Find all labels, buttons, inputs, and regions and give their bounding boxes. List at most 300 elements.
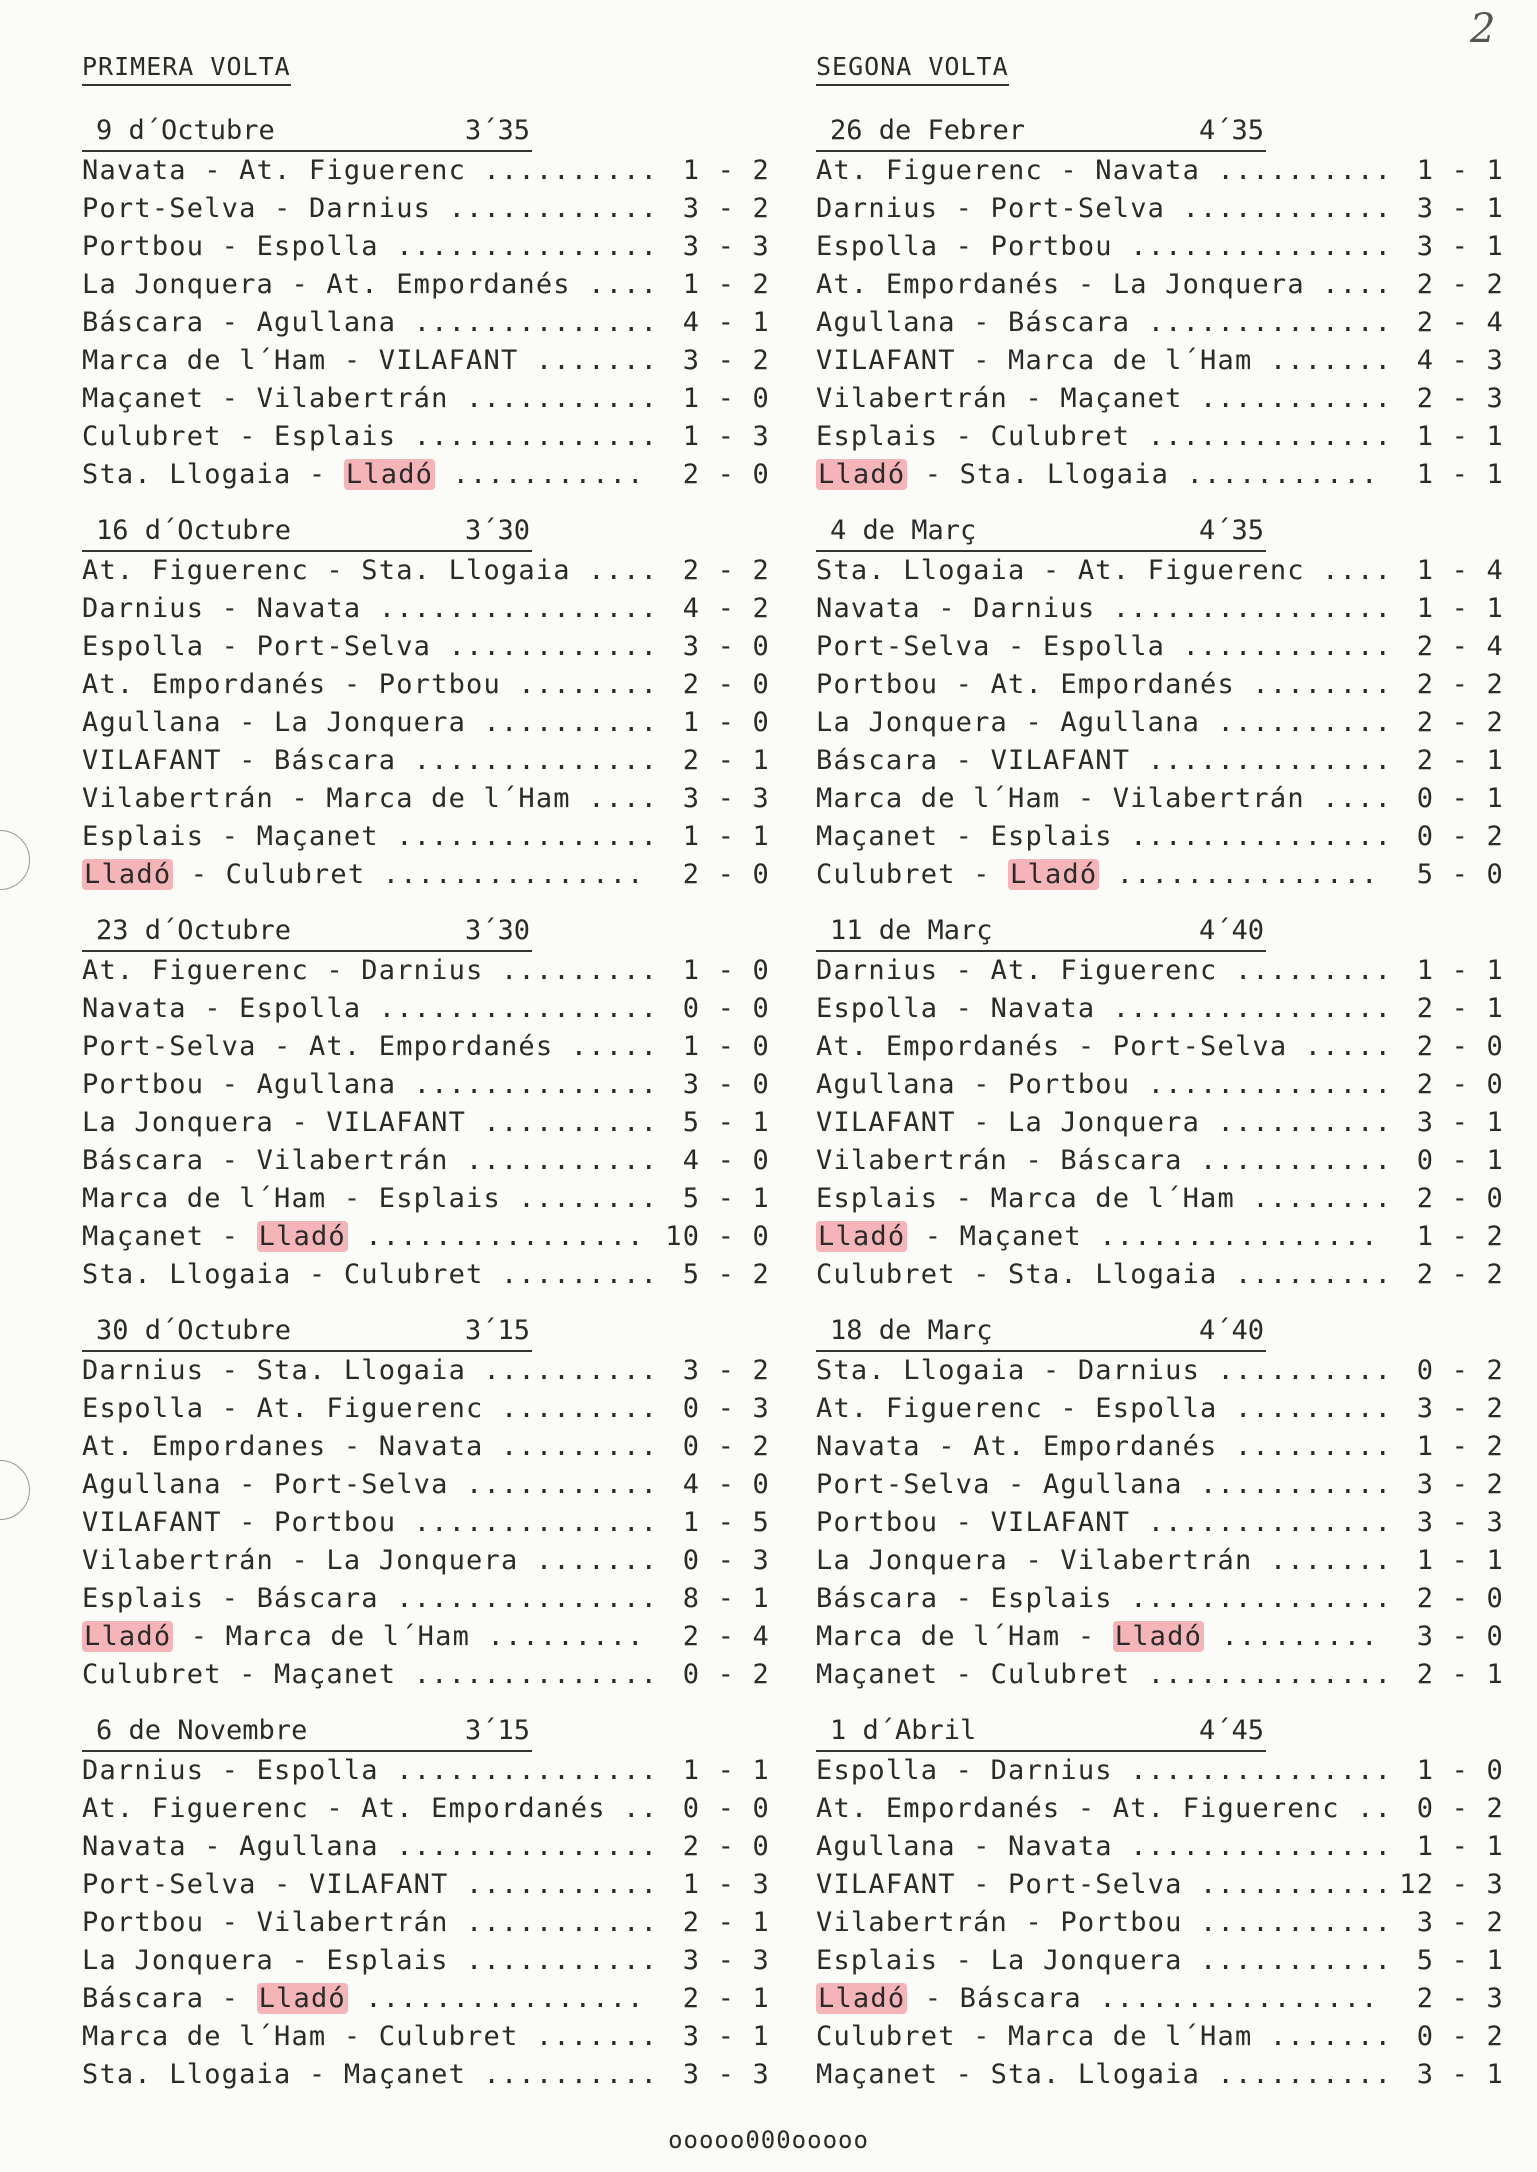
leader-dots: .............. [1130,307,1393,338]
leader-dots: .......... [1200,707,1393,738]
match-teams [816,1218,1379,1256]
match-score: 1 - 1 [1416,1545,1504,1576]
team-separator: - [204,593,257,624]
round-time: 3´15 [464,1315,530,1346]
match-teams [82,304,658,342]
match-score: 0 - 0 [682,993,770,1024]
leader-dots: ........... [1182,1469,1393,1500]
team-separator: - [221,421,275,452]
match-score: 4 - 3 [1416,345,1504,376]
match-row [806,1428,1506,1466]
match-row [72,818,772,856]
home-team: Navata [816,1431,921,1462]
match-row [806,1656,1506,1694]
match-score: 12 - 3 [1399,1869,1504,1900]
team-separator: - [955,1107,1009,1138]
match-row [806,552,1506,590]
leader-dots: ......... [1217,955,1393,986]
match-teams [82,1866,658,1904]
match-score: 0 - 1 [1416,1145,1504,1176]
match-row [72,780,772,818]
home-team: La Jonquera [816,1545,1009,1576]
match-teams [816,418,1392,456]
away-team: Culubret [225,859,366,890]
away-team: Portbou [1008,1069,1131,1100]
match-row [72,1618,772,1656]
match-teams [816,1256,1392,1294]
team-separator: - [308,955,362,986]
home-team: Báscara [816,1583,939,1614]
match-teams [816,380,1392,418]
leader-dots: ..... [1287,1031,1393,1062]
team-separator: - [955,1069,1009,1100]
home-team: At. Empordanes [82,1431,327,1462]
away-team: La Jonquera [1008,1107,1201,1138]
leader-dots: .............. [396,1507,659,1538]
match-teams [82,1066,658,1104]
round-header [816,912,1266,952]
home-team: At. Empordanés [816,1793,1061,1824]
match-teams [816,1580,1392,1618]
match-score: 5 - 2 [682,1259,770,1290]
away-team: Port-Selva [274,1469,449,1500]
match-teams [816,1752,1392,1790]
home-team: Báscara [82,1983,205,2014]
home-team: Sta. Llogaia [82,459,292,490]
home-team: Esplais [82,821,205,852]
leader-dots: ........ [500,1183,659,1214]
away-team: VILAFANT [308,1869,449,1900]
match-score: 2 - 3 [1416,383,1504,414]
match-row [806,228,1506,266]
round-header [82,512,532,552]
away-team: Espolla [1095,1393,1218,1424]
match-score: 1 - 3 [682,421,770,452]
round-block [806,912,1506,1294]
leader-dots: ........... [448,1945,659,1976]
away-team: At. Empordanés [361,1793,606,1824]
match-score: 3 - 2 [682,193,770,224]
match-teams [816,1142,1392,1180]
match-score: 1 - 2 [1416,1221,1504,1252]
leader-dots: ......... [1217,1431,1393,1462]
away-team: Sta. Llogaia [959,459,1170,490]
match-teams [816,152,1392,190]
leader-dots: .......... [1200,1107,1393,1138]
away-team: Navata [256,593,362,624]
leader-dots: ................ [347,1983,645,2014]
match-row [806,456,1506,494]
match-teams [816,1866,1392,1904]
team-separator: - [204,1907,257,1938]
home-team: Lladó [818,459,906,490]
leader-dots: ....... [1252,345,1393,376]
match-teams [816,2018,1392,2056]
match-row [72,1656,772,1694]
team-separator: - [1008,1545,1061,1576]
match-teams [816,552,1392,590]
match-score: 0 - 3 [682,1545,770,1576]
team-separator: - [204,1221,257,1252]
team-separator: - [1008,1145,1061,1176]
team-separator: - [955,1831,1009,1862]
match-teams [82,1104,658,1142]
team-separator: - [186,993,240,1024]
match-row [806,666,1506,704]
home-team: Culubret [82,421,222,452]
away-team: Navata [990,993,1096,1024]
match-row [806,1580,1506,1618]
home-team: La Jonquera [82,269,275,300]
away-team: Espolla [1042,631,1166,662]
leader-dots: ............ [431,193,659,224]
home-team: Báscara [82,1145,205,1176]
match-teams [82,590,658,628]
match-teams [82,780,658,818]
leader-dots: ............... [378,1831,659,1862]
match-score: 2 - 0 [682,1831,770,1862]
home-team: Espolla [82,631,205,662]
leader-dots: ........... [1182,1907,1393,1938]
match-score: 2 - 0 [682,669,770,700]
team-separator: - [256,193,309,224]
away-team: Báscara [1008,307,1131,338]
away-team: At. Empordanés [308,1031,554,1062]
match-score: 1 - 0 [682,707,770,738]
match-row [806,266,1506,304]
away-team: Espolla [239,993,362,1024]
match-teams [816,990,1392,1028]
leader-dots: .. [1339,1793,1393,1824]
match-row [72,456,772,494]
leader-dots: .......... [1200,2059,1393,2090]
away-team: Portbou [1060,1907,1183,1938]
match-teams [82,342,658,380]
match-score: 3 - 3 [682,783,770,814]
away-team: Maçanet [1060,383,1183,414]
home-team: Sta. Llogaia [816,1355,1026,1386]
match-row [72,666,772,704]
away-team: Marca de l´Ham [990,1183,1235,1214]
team-separator: - [938,745,991,776]
leader-dots: ........ [1234,1183,1393,1214]
away-team: Culubret [378,2021,519,2052]
match-teams [82,1180,658,1218]
match-teams [816,1352,1392,1390]
leader-dots: ......... [470,1621,645,1652]
match-teams [816,780,1392,818]
match-teams [816,304,1392,342]
match-score: 3 - 2 [1416,1907,1504,1938]
match-row [806,2018,1506,2056]
match-score: 3 - 3 [682,1945,770,1976]
team-separator: - [955,859,1009,890]
team-separator: - [938,1583,991,1614]
team-separator: - [1060,1621,1113,1652]
away-team: Culubret [990,421,1131,452]
match-score: 3 - 0 [682,1069,770,1100]
match-score: 3 - 2 [682,345,770,376]
leader-dots: ....... [518,345,659,376]
home-team: Portbou [82,1907,205,1938]
away-team: Agullana [1042,1469,1183,1500]
away-team: Vilabertrán [1060,1545,1253,1576]
home-team: Espolla [816,231,939,262]
match-teams [82,190,658,228]
home-team: Portbou [82,1069,205,1100]
round-date: 1 d´Abril [830,1715,977,1746]
team-separator: - [326,1431,379,1462]
match-teams [82,1542,658,1580]
leader-dots: ................ [361,993,659,1024]
match-teams [816,1504,1392,1542]
away-team: At. Figuerenc [1077,555,1305,586]
match-row [72,1942,772,1980]
team-separator: - [221,745,275,776]
leader-dots: ............... [1112,1583,1393,1614]
away-team: Marca de l´Ham [225,1621,471,1652]
away-team: Lladó [258,1221,346,1252]
round-time: 4´35 [1198,515,1264,546]
away-team: Vilabertrán [256,383,449,414]
home-team: Vilabertrán [816,1907,1009,1938]
round-block [806,1312,1506,1694]
leader-dots: .......... [1200,155,1393,186]
home-team: Darnius [82,593,205,624]
team-separator: - [204,1983,257,2014]
match-score: 1 - 0 [1416,1755,1504,1786]
match-row [806,952,1506,990]
leader-dots: .......... [466,1355,659,1386]
match-score: 2 - 1 [1416,1659,1504,1690]
leader-dots: ............ [431,631,659,662]
home-team: Espolla [816,993,939,1024]
team-separator: - [221,1469,275,1500]
leader-dots: ........... [1182,1869,1393,1900]
away-team: Sta. Llogaia [1008,1259,1218,1290]
away-team: Portbou [274,1507,397,1538]
leader-dots: .............. [396,745,659,776]
match-teams [82,1580,658,1618]
round-header [82,912,532,952]
match-score: 2 - 4 [1416,631,1504,662]
match-teams [82,1942,658,1980]
round-header [816,512,1266,552]
match-score: 5 - 1 [1416,1945,1504,1976]
match-teams [816,1028,1392,1066]
round-header [82,1712,532,1752]
leader-dots: ............... [365,859,645,890]
match-teams [82,266,658,304]
away-team: Lladó [1010,859,1098,890]
home-team: Agullana [82,1469,222,1500]
match-teams [816,2056,1392,2094]
team-separator: - [204,1755,257,1786]
home-team: Maçanet [816,2059,939,2090]
match-row [72,1180,772,1218]
match-teams [816,1618,1379,1656]
home-team: Darnius [82,1755,205,1786]
match-row [806,1752,1506,1790]
match-score: 4 - 2 [682,593,770,624]
team-separator: - [204,631,257,662]
leader-dots: ........... [448,1869,659,1900]
match-teams [816,1104,1392,1142]
match-row [72,1580,772,1618]
match-teams [816,666,1392,704]
team-separator: - [955,1869,1009,1900]
match-row [806,1028,1506,1066]
match-score: 3 - 1 [1416,193,1504,224]
match-teams [82,152,658,190]
round-date: 16 d´Octubre [96,515,292,546]
match-score: 3 - 1 [1416,231,1504,262]
team-separator: - [990,631,1043,662]
match-teams [816,456,1379,494]
away-team: Navata [378,1431,484,1462]
home-team: At. Figuerenc [82,1793,309,1824]
home-team: Marca de l´Ham [82,1183,327,1214]
team-separator: - [990,1469,1043,1500]
away-team: Sta. Llogaia [256,1355,467,1386]
away-team: Vilabertrán [256,1907,449,1938]
team-separator: - [1060,269,1113,300]
match-score: 0 - 2 [1416,2021,1504,2052]
home-team: Vilabertrán [816,383,1009,414]
leader-dots: .............. [396,307,659,338]
match-row [72,1752,772,1790]
leader-dots: .... [1304,555,1393,586]
match-score: 2 - 2 [1416,269,1504,300]
match-row [72,1066,772,1104]
round-block [72,512,772,894]
match-teams [82,1218,645,1256]
match-row [72,1104,772,1142]
match-row [72,1218,772,1256]
match-score: 1 - 1 [1416,459,1504,490]
away-team: Agullana [256,307,397,338]
team-separator: - [1060,783,1113,814]
leader-dots: .............. [396,1659,659,1690]
match-row [72,1904,772,1942]
match-row [72,1980,772,2018]
team-separator: - [274,269,327,300]
match-teams [816,1904,1392,1942]
team-separator: - [221,707,275,738]
home-team: Esplais [816,1945,939,1976]
home-team: Navata [816,593,921,624]
match-score: 2 - 0 [1416,1069,1504,1100]
leader-dots: .......... [466,2059,659,2090]
match-teams [816,1790,1392,1828]
home-team: Lladó [818,1221,906,1252]
match-score: 3 - 0 [682,631,770,662]
match-row [806,628,1506,666]
match-row [72,2056,772,2094]
match-teams [816,342,1392,380]
match-score: 1 - 3 [682,1869,770,1900]
away-team: Esplais [990,1583,1113,1614]
match-teams [82,1828,658,1866]
match-score: 4 - 0 [682,1145,770,1176]
team-separator: - [274,1945,327,1976]
leader-dots: .... [1304,269,1393,300]
team-separator: - [326,345,379,376]
home-team: La Jonquera [82,1107,275,1138]
home-team: At. Figuerenc [82,955,309,986]
leader-dots: ......... [483,1431,659,1462]
team-separator: - [186,155,240,186]
team-separator: - [186,1831,240,1862]
away-team: Báscara [1060,1145,1183,1176]
home-team: Navata [82,993,187,1024]
leader-dots: ....... [1252,2021,1393,2052]
match-row [72,1428,772,1466]
leader-dots: ....... [518,1545,659,1576]
team-separator: - [938,993,991,1024]
home-team: Culubret [816,1259,956,1290]
team-separator: - [1060,1031,1113,1062]
match-row [806,1142,1506,1180]
away-team: Lladó [258,1983,346,2014]
home-team: Marca de l´Ham [82,2021,327,2052]
leader-dots: .... [570,555,659,586]
team-separator: - [1008,1907,1061,1938]
home-team: Agullana [816,1831,956,1862]
match-row [72,742,772,780]
match-row [72,304,772,342]
leader-dots: ................ [1095,993,1393,1024]
match-score: 2 - 1 [682,745,770,776]
match-row [72,552,772,590]
match-score: 3 - 3 [1416,1507,1504,1538]
away-team: Darnius [308,193,432,224]
match-row [806,704,1506,742]
team-separator: - [938,1755,991,1786]
match-teams [816,952,1392,990]
round-block [72,1712,772,2094]
match-teams [816,1656,1392,1694]
match-row [806,1390,1506,1428]
match-row [806,1352,1506,1390]
match-score: 2 - 0 [1416,1583,1504,1614]
match-score: 3 - 1 [1416,1107,1504,1138]
match-row [806,1980,1506,2018]
match-row [806,1542,1506,1580]
match-teams [816,628,1392,666]
column-title: PRIMERA VOLTA [82,52,291,86]
home-team: Culubret [82,1659,222,1690]
away-team: Port-Selva [990,193,1166,224]
leader-dots: ........... [1182,383,1393,414]
match-row [806,780,1506,818]
column-title: SEGONA VOLTA [816,52,1009,86]
away-team: Sta. Llogaia [361,555,571,586]
away-team: Sta. Llogaia [990,2059,1201,2090]
leader-dots: ................ [1081,1983,1379,2014]
round-date: 4 de Març [830,515,977,546]
match-row [806,1180,1506,1218]
match-row [806,742,1506,780]
match-teams [82,1256,658,1294]
match-row [806,190,1506,228]
round-date: 26 de Febrer [830,115,1026,146]
home-team: At. Figuerenc [82,555,309,586]
team-separator: - [920,593,974,624]
match-row [806,990,1506,1028]
match-row [806,590,1506,628]
leader-dots: ............... [1112,1755,1393,1786]
